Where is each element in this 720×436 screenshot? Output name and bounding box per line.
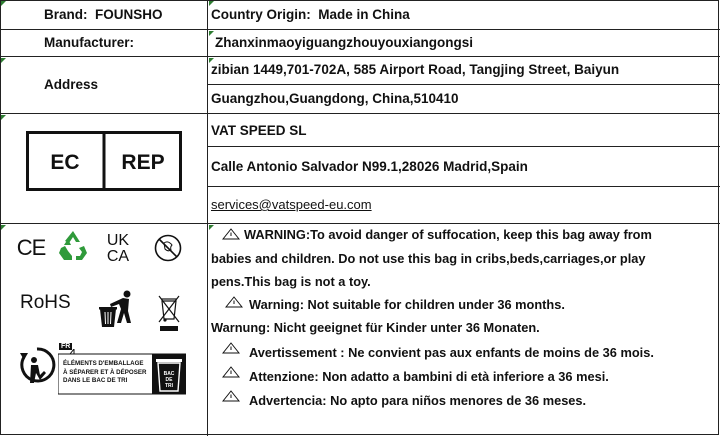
country-origin-row [211,7,410,22]
address-label: Address [44,77,99,92]
triman-fr-badge: FR [61,343,71,350]
ec-rep-address: Calle Antonio Salvador N99.1,28026 Madrid,Spain [211,159,528,174]
warning-triangle-icon [222,390,240,402]
brand-label: Brand: [44,7,88,22]
brand-row [44,7,163,22]
manufacturer-value: Zhanxinmaoyiguangzhouyouxiangongsi [215,35,474,50]
warning-triangle-icon [222,342,240,354]
warning-es-age: Advertencia: No apto para niños menores de 36 meses. [249,393,587,408]
crossed-bin-icon [157,293,181,333]
rep-text: REP [121,151,165,174]
address-line-2: Guangzhou,Guangdong, China,510410 [211,91,459,106]
warning-it-age: Attenzione: Non adatto a bambini di età inferiore a 36 mesi. [249,369,609,384]
warning-de-age: Warnung: Nicht geeignet für Kinder unter 36 Monaten. [211,320,540,335]
warning-line-1: WARNING:To avoid danger of suffocation, keep this bag away from [244,227,652,242]
ec-rep-email[interactable] [211,197,372,212]
triman-icon [18,345,56,393]
svg-text:UK: UK [106,232,130,249]
brand-value: FOUNSHO [95,7,163,22]
triman-line-1: ÉLÉMENTS D'EMBALLAGE [63,360,144,367]
triman-text [63,360,146,386]
tidyman-icon [97,289,137,329]
warning-triangle-icon [225,296,243,308]
recycle-icon [58,229,88,263]
warning-triangle-icon [222,228,240,240]
address-line-1: zibian 1449,701-702A, 585 Airport Road, Tangjing Street, Baiyun [211,62,620,77]
svg-text:CE: CE [16,235,46,260]
ukca-mark-icon [101,230,135,264]
no-mouth-warning-icon [153,233,183,263]
country-label: Country Origin: [211,7,311,22]
warning-fr-age: Avertissement : Ne convient pas aux enfants de moins de 36 mois. [249,345,654,360]
warning-line-3: pens.This bag is not a toy. [211,274,371,289]
ec-rep-company: VAT SPEED SL [211,123,307,138]
triman-line-3: DANS LE BAC DE TRI [63,377,128,384]
ec-text: EC [50,151,80,174]
bin-label: BAC DE TRI [163,371,175,389]
ce-mark-icon [16,234,46,260]
ec-rep-symbol [26,131,182,191]
warning-en-age: Warning: Not suitable for children under 36 months. [249,297,565,312]
rohs-mark-icon: RoHS [20,292,71,313]
warning-line-2: babies and children. Do not use this bag in cribs,beds,carriages,or play [211,251,646,266]
triman-info-panel [58,343,186,397]
country-value: Made in China [318,7,410,22]
email-link[interactable]: services@vatspeed-eu.com [211,197,372,212]
warning-triangle-icon [222,366,240,378]
manufacturer-label: Manufacturer: [44,35,135,50]
triman-line-2: À SÉPARER ET À DÉPOSER [63,368,147,376]
svg-text:CA: CA [106,248,130,264]
